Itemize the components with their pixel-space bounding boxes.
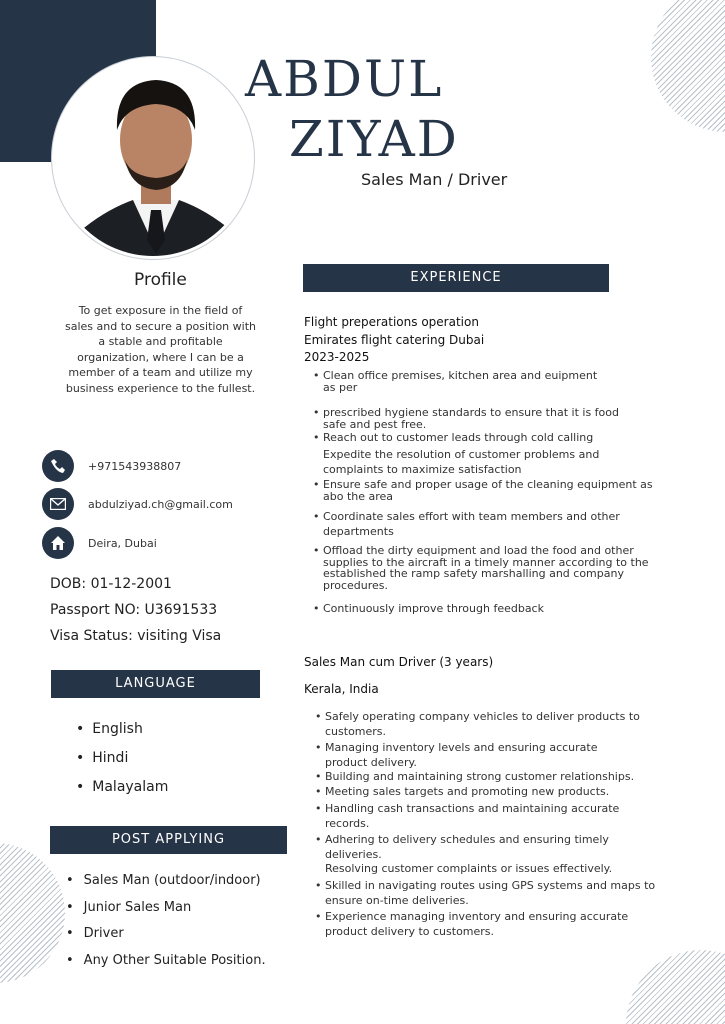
home-icon — [42, 527, 74, 559]
decorative-hatch-circle — [651, 0, 725, 132]
list-item: • Experience managing inventory and ensuring accurate product delivery to customers. — [315, 909, 665, 939]
post-item: • Driver — [66, 926, 124, 941]
location-text: Deira, Dubai — [88, 536, 157, 550]
list-item: • Clean office premises, kitchen area and euipment as per — [313, 370, 613, 393]
job2-location: Kerala, India — [304, 682, 379, 696]
post-item: • Any Other Suitable Position. — [66, 953, 266, 968]
job1-company: Emirates flight catering Dubai — [304, 333, 485, 347]
language-item: • English — [76, 721, 143, 737]
phone-icon — [42, 450, 74, 482]
email-address: abdulziyad.ch@gmail.com — [88, 497, 233, 511]
list-item: • Building and maintaining strong customer relationships. — [315, 771, 665, 783]
phone-number: +971543938807 — [88, 459, 182, 473]
job2-title: Sales Man cum Driver (3 years) — [304, 655, 494, 669]
experience-heading: EXPERIENCE — [303, 264, 609, 292]
envelope-icon — [42, 488, 74, 520]
post-applying-heading: POST APPLYING — [50, 826, 287, 854]
language-item: • Hindi — [76, 750, 128, 766]
date-of-birth: DOB: 01-12-2001 — [50, 576, 172, 592]
list-item: • Reach out to customer leads through cold calling — [313, 432, 643, 444]
post-item: • Junior Sales Man — [66, 900, 191, 915]
list-item: • prescribed hygiene standards to ensure that it is food safe and pest free. — [313, 407, 643, 430]
language-item: • Malayalam — [76, 779, 168, 795]
job-role: Sales Man / Driver — [361, 170, 508, 189]
profile-heading: Profile — [134, 270, 187, 290]
list-item: • Ensure safe and proper usage of the cleaning equipment as abo the area — [313, 479, 653, 502]
person-portrait-icon — [55, 60, 254, 259]
contact-location — [42, 527, 157, 559]
list-item: • Offload the dirty equipment and load the food and other supplies to the aircraft in a timely manner according to the established the ramp safety marshalling and company procedures. — [313, 545, 673, 591]
language-heading: LANGUAGE — [51, 670, 260, 698]
list-item: • Meeting sales targets and promoting new products. — [315, 786, 665, 798]
visa-status: Visa Status: visiting Visa — [50, 628, 222, 644]
name-first: ABDUL — [245, 50, 444, 108]
list-item: • Skilled in navigating routes using GPS systems and maps to ensure on-time deliveries. — [315, 878, 665, 908]
list-item: • Safely operating company vehicles to deliver products to customers. — [315, 709, 665, 739]
job1-title: Flight preperations operation — [304, 315, 479, 329]
decorative-hatch-circle — [0, 843, 65, 983]
contact-email — [42, 488, 233, 520]
list-item: • Adhering to delivery schedules and ensuring timely deliveries. — [315, 832, 635, 862]
job1-years: 2023-2025 — [304, 350, 370, 364]
list-item: • Managing inventory levels and ensuring accurate product delivery. — [315, 740, 635, 770]
post-item: • Sales Man (outdoor/indoor) — [66, 873, 261, 888]
profile-summary: To get exposure in the field of sales and to secure a position with a stable and profitable organization, where I can be a member of a team and utilize my business experience to the fullest. — [65, 304, 256, 395]
decorative-hatch-circle — [626, 950, 725, 1024]
passport-number: Passport NO: U3691533 — [50, 602, 218, 618]
list-item: • Continuously improve through feedback — [313, 603, 643, 615]
name-last: ZIYAD — [289, 110, 459, 168]
list-item: • Handling cash transactions and maintaining accurate records. — [315, 801, 645, 831]
list-item: • Coordinate sales effort with team members and other departments — [313, 509, 643, 539]
list-item: Resolving customer complaints or issues effectively. — [325, 862, 613, 875]
profile-photo — [52, 57, 254, 259]
contact-phone — [42, 450, 181, 482]
list-item: Expedite the resolution of customer problems and complaints to maximize satisfaction — [323, 448, 600, 476]
